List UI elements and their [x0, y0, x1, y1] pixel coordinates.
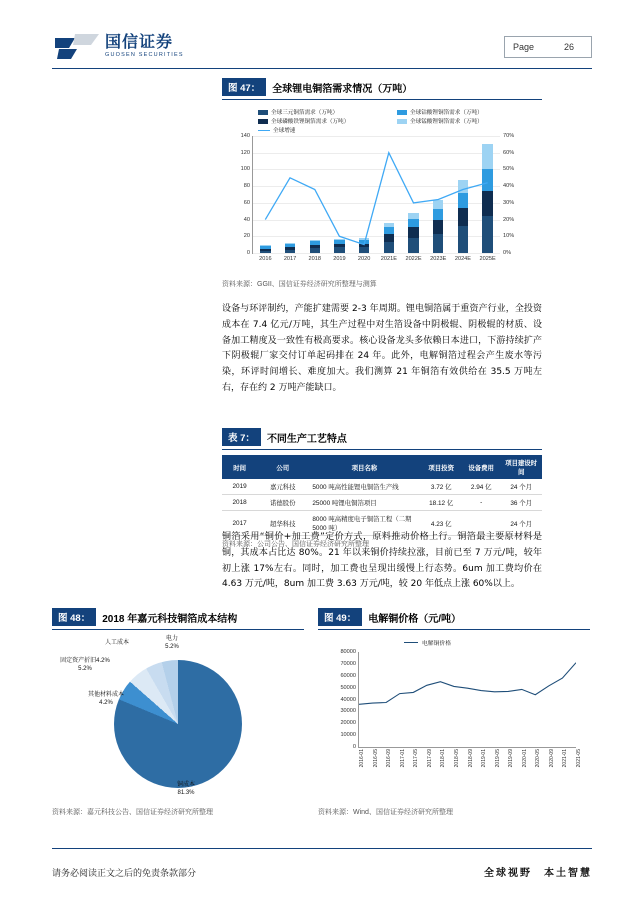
- x-axis-tick: 2017-09: [426, 749, 433, 768]
- legend-item: 全球锰酸锂铜箔需求（万吨）: [397, 117, 530, 125]
- footer-slogan: 全球视野 本土智慧: [484, 868, 592, 879]
- pie-graphic: [114, 660, 242, 788]
- y2-axis-tick: 40%: [503, 183, 515, 190]
- y-axis-tick: 80: [243, 183, 250, 190]
- pie-label-depreciation: 固定资产折旧4.2% 5.2%: [60, 658, 110, 672]
- x-axis-tick: 2016-09: [386, 749, 393, 768]
- legend-item: 全球增速: [258, 126, 391, 134]
- paragraph-pricing: 铜箔采用“铜价+加工费”定价方式，原料推动价格上行。铜箔最主要原材料是铜，其成本占比达 80%。21 年以来铜价持续拉涨，目前已至 7 万元/吨，较年初上涨 17%左右。同时，加工费也呈现出缓慢上行态势。6um 加工费均价在 4.63 万元/吨，8um 加工费 3.63 万元/吨，较 20 年低点上涨 60%以上。: [222, 532, 542, 590]
- logo-mark-icon: [55, 32, 99, 60]
- company-logo: [55, 32, 184, 60]
- page-number: 26: [564, 42, 575, 52]
- y-axis-tick: 70000: [340, 660, 356, 667]
- y-axis-tick: 120: [240, 149, 250, 156]
- x-axis-tick: 2019-05: [494, 749, 501, 768]
- growth-line: [253, 136, 500, 253]
- figure-48-source: 资料来源：嘉元科技公告、国信证券经济研究所整理: [52, 809, 213, 816]
- figure-49-tag: 图 49：: [318, 608, 362, 626]
- x-axis-tick: 2017: [283, 256, 297, 262]
- pie-label-labor: 人工成本: [104, 640, 129, 646]
- table-7-caption: 不同生产工艺特点: [266, 433, 347, 445]
- y2-axis-tick: 10%: [503, 233, 515, 240]
- x-axis-tick: 2021-05: [576, 749, 582, 768]
- pie-chart: [114, 660, 242, 788]
- x-axis-tick: 2018: [308, 256, 321, 262]
- y-axis-tick: 0: [352, 744, 356, 750]
- y2-axis-tick: 30%: [503, 199, 515, 206]
- figure-49-plot-area: [340, 649, 582, 768]
- x-axis-tick: 2017-01: [399, 749, 406, 768]
- x-axis-tick: 2021-01: [562, 749, 569, 768]
- figure-48-tag: 图 48：: [52, 608, 96, 626]
- table-cell: 超华科技: [257, 511, 308, 536]
- table-cell: 5000 吨高性能锂电铜箔生产线: [308, 479, 420, 495]
- x-axis-tick: 2018-05: [453, 749, 460, 768]
- figure-47-title: [222, 78, 542, 100]
- th-project: 项目名称: [308, 455, 420, 479]
- y2-axis-tick: 20%: [503, 216, 515, 223]
- x-axis-tick: 2018-01: [440, 749, 447, 768]
- figure-47-legend: [258, 108, 530, 134]
- y-axis-tick: 60: [243, 199, 250, 206]
- table-cell: -: [462, 495, 500, 511]
- y-axis-tick: 40: [243, 216, 250, 223]
- legend-label: 电解铜价格: [422, 641, 451, 647]
- figure-48-title: [52, 608, 304, 630]
- figure-49-legend: [404, 638, 451, 647]
- x-axis-tick: 2017-05: [413, 749, 420, 768]
- y-axis-tick: 40000: [340, 696, 356, 703]
- table-7-grid: [222, 455, 542, 536]
- figure-49-title: [318, 608, 590, 630]
- th-investment: 项目投资: [420, 455, 462, 479]
- figure-47-tag: 图 47：: [222, 78, 266, 96]
- legend-item: 全球三元铜箔需求（万吨）: [258, 108, 391, 116]
- x-axis-tick: 2020-05: [535, 749, 542, 768]
- table-cell: 24 个月: [500, 479, 542, 495]
- table-cell: 24 个月: [500, 511, 542, 536]
- x-axis-tick: 2025E: [479, 256, 496, 262]
- x-axis-tick: 2016-01: [359, 749, 365, 768]
- th-equipment-cost: 设备费用: [462, 455, 500, 479]
- x-axis-tick: 2020-09: [548, 749, 555, 768]
- table-cell: 2.94 亿: [462, 479, 500, 495]
- page-header: [0, 22, 640, 66]
- y-axis-tick: 100: [240, 166, 250, 173]
- figure-49-source: 资料来源：Wind、国信证券经济研究所整理: [318, 809, 453, 816]
- y-axis-tick: 20000: [340, 720, 356, 727]
- th-company: 公司: [257, 455, 308, 479]
- x-axis-tick: 2019: [333, 256, 346, 262]
- table-7-source: 资料来源：公司公告、国信证券经济研究所整理: [222, 541, 369, 548]
- table-cell: 8000 吨高精度电子铜箔工程（二期 5000 吨）: [308, 511, 420, 536]
- table-cell: 2019: [222, 479, 257, 495]
- table-cell: 嘉元科技: [257, 479, 308, 495]
- table-7-title: [222, 428, 542, 450]
- table-header-row: [222, 455, 542, 479]
- table-row: [222, 479, 542, 495]
- pie-label-power: 电力 5.2%: [165, 636, 179, 650]
- legend-line-swatch: [404, 642, 418, 643]
- gridline: [253, 253, 500, 254]
- x-axis-tick: 2020-01: [521, 749, 528, 768]
- y-axis-tick: 30000: [340, 708, 356, 715]
- logo-text-cn: 国信证券: [105, 31, 174, 51]
- table-cell: 18.12 亿: [420, 495, 462, 511]
- y2-axis-tick: 70%: [503, 133, 515, 139]
- x-axis-tick: 2023E: [430, 256, 447, 262]
- pie-label-other-material: 其他材料成本 4.2%: [87, 692, 124, 706]
- x-axis-tick: 2016: [259, 256, 272, 262]
- figure-48-caption: 2018 年嘉元科技铜箔成本结构: [102, 613, 238, 625]
- table-cell: 2017: [222, 511, 257, 536]
- y-axis-tick: 80000: [340, 649, 356, 655]
- table-row: [222, 495, 542, 511]
- table-cell: 36 个月: [500, 495, 542, 511]
- table-cell: 3.72 亿: [420, 479, 462, 495]
- figure-48: [52, 608, 304, 817]
- y-axis-tick: 50000: [340, 684, 356, 691]
- th-time: 时间: [222, 455, 257, 479]
- x-axis-tick: 2021E: [380, 256, 397, 262]
- x-axis-tick: 2024E: [454, 256, 472, 262]
- price-line: [359, 652, 576, 747]
- legend-item: 全球磷酸铁锂铜箔需求（万吨）: [258, 117, 391, 125]
- y-axis-tick: 0: [246, 250, 250, 256]
- x-axis-tick: 2019-01: [481, 749, 488, 768]
- logo-text-en: GUOSEN SECURITIES: [105, 51, 184, 58]
- table-cell: 诺德股份: [257, 495, 308, 511]
- figure-47-chart: [222, 106, 542, 276]
- x-axis-tick: 2020: [357, 256, 371, 262]
- table-cell: 2018: [222, 495, 257, 511]
- footer-disclaimer: 请务必阅读正文之后的免责条款部分: [52, 869, 197, 879]
- figure-49: [318, 608, 590, 817]
- x-axis-tick: 2018-09: [467, 749, 474, 768]
- x-axis-tick: 2016-05: [372, 749, 379, 768]
- y-axis-tick: 20: [243, 233, 250, 240]
- pie-label-copper: 铜成本 81.3%: [176, 782, 195, 796]
- header-divider: [52, 68, 592, 69]
- table-cell: 25000 吨锂电铜箔项目: [308, 495, 420, 511]
- legend-item: 全球钴酸锂铜箔需求（万吨）: [397, 108, 530, 116]
- y2-axis-tick: 0%: [503, 250, 512, 256]
- figure-49-chart: [318, 634, 590, 804]
- th-duration: 项目建设时间: [500, 455, 542, 479]
- y-axis-tick: 10000: [340, 732, 356, 739]
- x-axis-tick: 2019-09: [508, 749, 515, 768]
- figure-47-source: 资料来源：GGII、国信证券经济研究所整理与测算: [222, 281, 377, 288]
- figure-47: [222, 78, 542, 289]
- page-number-box: [504, 36, 592, 58]
- y2-axis-tick: 50%: [503, 166, 515, 173]
- y-axis-tick: 140: [240, 133, 250, 139]
- table-cell: 4.23 亿: [420, 511, 462, 536]
- figure-48-chart: [52, 634, 304, 804]
- figure-47-caption: 全球锂电铜箔需求情况（万吨）: [272, 83, 413, 95]
- page-label: Page: [513, 42, 535, 52]
- footer-divider: [52, 848, 592, 849]
- paragraph-equipment: 设备与环评制约，产能扩建需要 2-3 年周期。锂电铜箔属于重资产行业，全投资成本在 7.4 亿元/万吨，其生产过程中对生箔设备中阴极辊、阴极辊的材质、设备加工精度及一致性有极高要求。核心设备龙头多依赖日本进口，下游持续扩产下阴极辊厂家交付订单起码排在 24 年。此外，电解铜箔过程会产生废水等污染，环评时间增长、难度加大。我们测算 21 年铜箔有效供给在 35.5 万吨左右，存在约 2 万吨产能缺口。: [222, 304, 542, 393]
- figure-49-caption: 电解铜价格（元/吨）: [368, 613, 461, 625]
- y-axis-tick: 60000: [340, 672, 356, 679]
- x-axis-tick: 2022E: [405, 256, 422, 262]
- y2-axis-tick: 60%: [503, 149, 515, 156]
- table-7-tag: 表 7：: [222, 428, 261, 446]
- figure-47-plot-area: [240, 133, 515, 262]
